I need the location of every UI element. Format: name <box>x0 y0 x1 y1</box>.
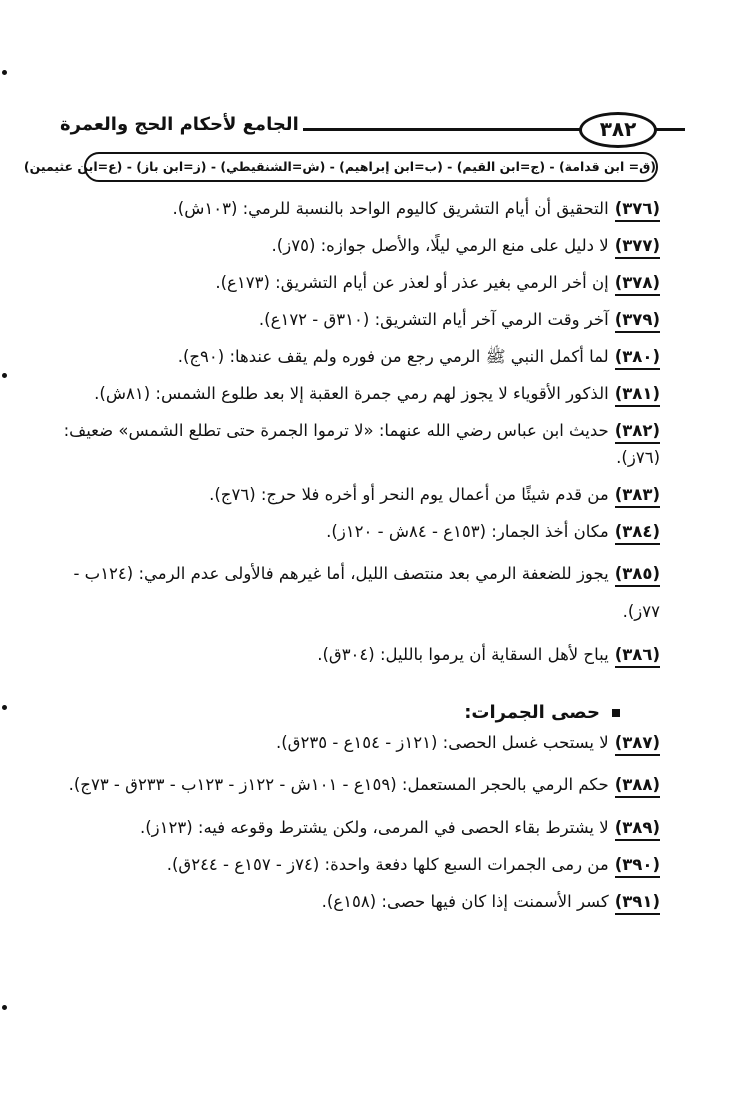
entry-number: (٣٨١) <box>615 383 660 407</box>
entry-text: من قدم شيئًا من أعمال يوم النحر أو أخره فلا حرج: (٧٦ج). <box>209 485 609 504</box>
scan-mark <box>2 1005 7 1010</box>
scan-mark <box>2 705 7 710</box>
list-item <box>60 518 660 545</box>
book-title: الجامع لأحكام الحج والعمرة <box>60 114 303 135</box>
entry-number: (٣٨٤) <box>615 521 660 545</box>
list-item <box>60 814 660 841</box>
entry-text: التحقيق أن أيام التشريق كاليوم الواحد بالنسبة للرمي: (١٠٣ش). <box>172 199 609 218</box>
entry-number: (٣٨٥) <box>615 563 660 587</box>
scan-mark <box>2 70 7 75</box>
list-item <box>60 343 660 370</box>
page-number: ٣٨٢ <box>579 112 657 148</box>
entry-text: لا يستحب غسل الحصى: (١٢١ز - ١٥٤ع - ٢٣٥ق). <box>276 733 609 752</box>
abbreviation-legend: (ق= ابن قدامة) - (ج=ابن القيم) - (ب=ابن إبراهيم) - (ش=الشنقيطي) - (ز=ابن باز) - (ع=ابن عثيمين) <box>84 152 658 182</box>
entry-text: كسر الأسمنت إذا كان فيها حصى: (١٥٨ع). <box>321 892 609 911</box>
entry-number: (٣٨٣) <box>615 484 660 508</box>
entry-text: الذكور الأقوياء لا يجوز لهم رمي جمرة العقبة إلا بعد طلوع الشمس: (٨١ش). <box>94 384 609 403</box>
entry-number: (٣٨٢) <box>615 420 660 444</box>
list-item <box>60 851 660 878</box>
entries-list <box>60 195 660 925</box>
list-item <box>60 380 660 407</box>
list-item <box>60 641 660 668</box>
list-item <box>40 555 660 631</box>
list-item <box>60 729 660 756</box>
entry-text: يجوز للضعفة الرمي بعد منتصف الليل، أما غيرهم فالأولى عدم الرمي: (١٢٤ب - ٧٧ز). <box>73 564 660 621</box>
entry-number: (٣٩١) <box>615 891 660 915</box>
entry-text: لا دليل على منع الرمي ليلًا، والأصل جوازه: (٧٥ز). <box>271 236 609 255</box>
entry-text: حكم الرمي بالحجر المستعمل: (١٥٩ع - ١٠١ش - ١٢٢ز - ١٢٣ب - ٢٣٣ق - ٧٣ج). <box>68 775 609 794</box>
entry-text: لما أكمل النبي ﷺ الرمي رجع من فوره ولم يقف عندها: (٩٠ج). <box>177 347 609 366</box>
list-item <box>60 195 660 222</box>
entry-number: (٣٨٧) <box>615 732 660 756</box>
entry-text: من رمى الجمرات السبع كلها دفعة واحدة: (٧٤ز - ١٥٧ع - ٢٤٤ق). <box>166 855 609 874</box>
entry-number: (٣٧٦) <box>615 198 660 222</box>
entry-number: (٣٨٠) <box>615 346 660 370</box>
entry-text: إن أخر الرمي بغير عذر أو لعذر عن أيام التشريق: (١٧٣ع). <box>215 273 609 292</box>
list-item <box>40 766 660 804</box>
entry-number: (٣٨٩) <box>615 817 660 841</box>
entry-text: مكان أخذ الجمار: (١٥٣ع - ٨٤ش - ١٢٠ز). <box>326 522 609 541</box>
list-item <box>60 417 660 471</box>
entry-text: يباح لأهل السقاية أن يرموا بالليل: (٣٠٤ق). <box>317 645 609 664</box>
entry-number: (٣٨٦) <box>615 644 660 668</box>
square-bullet-icon <box>612 709 620 717</box>
section-heading <box>60 702 620 723</box>
list-item <box>60 269 660 296</box>
list-item <box>60 888 660 915</box>
list-item <box>60 481 660 508</box>
scan-mark <box>2 373 7 378</box>
entry-number: (٣٧٧) <box>615 235 660 259</box>
entry-number: (٣٧٨) <box>615 272 660 296</box>
page-header <box>60 108 685 148</box>
list-item <box>60 232 660 259</box>
section-title: حصى الجمرات: <box>464 702 600 723</box>
entry-number: (٣٨٨) <box>615 774 660 798</box>
entry-number: (٣٧٩) <box>615 309 660 333</box>
entry-number: (٣٩٠) <box>615 854 660 878</box>
entry-text: حديث ابن عباس رضي الله عنهما: «لا ترموا الجمرة حتى تطلع الشمس» ضعيف: (٧٦ز). <box>63 421 660 467</box>
entry-text: لا يشترط بقاء الحصى في المرمى، ولكن يشترط وقوعه فيه: (١٢٣ز). <box>139 818 609 837</box>
list-item <box>60 306 660 333</box>
entry-text: آخر وقت الرمي آخر أيام التشريق: (٣١٠ق - ١٧٢ع). <box>258 310 609 329</box>
